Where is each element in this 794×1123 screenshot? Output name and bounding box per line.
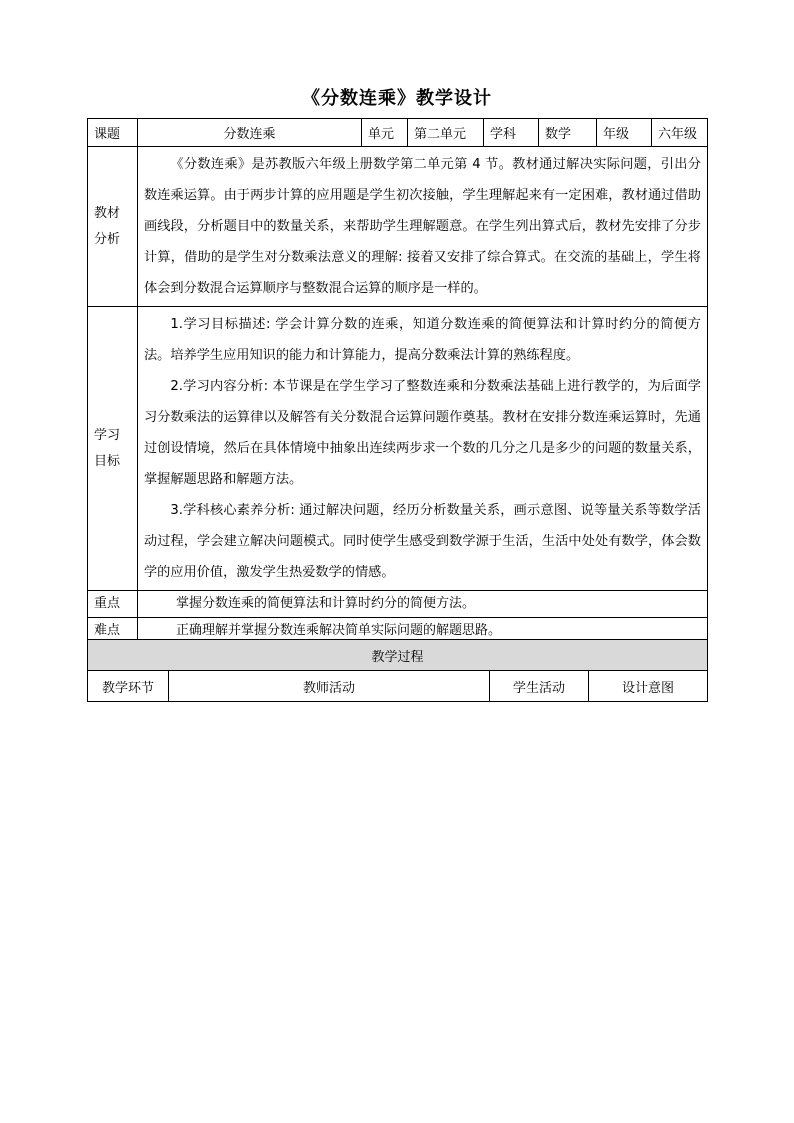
objective-paragraph: 2.学习内容分析: 本节课是在学生学习了整数连乘和分数乘法基础上进行教学的，为后面学习分数乘法的运算律以及解答有关分数混合运算问题作奠基。教材在安排分数连乘运算时，先通过创设情境，然后在具体情境中抽象出连续两步求一个数的几分之几是多少的问题的数量关系，掌握解题思路和解题方法。 [144, 379, 701, 487]
column-header-stage: 教学环节 [88, 671, 169, 702]
process-title: 教学过程 [88, 640, 708, 671]
objectives-label-line1: 学习 [94, 427, 121, 443]
topic-label: 课题 [88, 119, 138, 147]
header-row [88, 119, 708, 147]
lesson-info-table [87, 118, 708, 645]
objectives-label-line2: 目标 [94, 453, 121, 469]
key-point-row [88, 591, 708, 618]
teaching-process-table [87, 639, 708, 702]
analysis-content [138, 147, 708, 307]
subject-value: 数学 [539, 119, 597, 147]
objectives-row [88, 307, 708, 591]
analysis-row [88, 147, 708, 307]
grade-label: 年级 [597, 119, 652, 147]
analysis-text: 《分数连乘》是苏教版六年级上册数学第二单元第 4 节。教材通过解决实际问题，引出分数连乘运算。由于两步计算的应用题是学生初次接触，学生理解起来有一定困难，教材通过借助画线段，分析题目中的数量关系，来帮助学生理解题意。在学生列出算式后，教材先安排了分步计算，借助的是学生对分数乘法意义的理解: 接着又安排了综合算式。在交流的基础上，学生将体会到分数混合运算顺序与整数混合运算的顺序是一样的。 [144, 157, 701, 296]
objective-paragraph: 3.学科核心素养分析: 通过解决问题，经历分析数量关系，画示意图、说等量关系等数学活动过程，学会建立解决问题模式。同时使学生感受到数学源于生活，生活中处处有数学，体会数学的应用价值，激发学生热爱数学的情感。 [144, 503, 701, 580]
unit-value: 第二单元 [408, 119, 484, 147]
key-point-text: 掌握分数连乘的简便算法和计算时约分的简便方法。 [138, 591, 708, 618]
column-header-student: 学生活动 [490, 671, 589, 702]
grade-value: 六年级 [652, 119, 708, 147]
topic-value: 分数连乘 [138, 119, 362, 147]
document-title: 《分数连乘》教学设计 [302, 88, 492, 109]
objectives-label [88, 307, 138, 591]
unit-label: 单元 [362, 119, 408, 147]
column-header-teacher: 教师活动 [169, 671, 490, 702]
process-title-row [88, 640, 708, 671]
objective-paragraph: 1.学习目标描述: 学会计算分数的连乘，知道分数连乘的简便算法和计算时约分的简便方法。培养学生应用知识的能力和计算能力，提高分数乘法计算的熟练程度。 [144, 317, 701, 363]
difficulty-text: 正确理解并掌握分数连乘解决简单实际问题的解题思路。 [138, 618, 708, 645]
process-header-row [88, 671, 708, 702]
subject-label: 学科 [484, 119, 539, 147]
analysis-label-line1: 教材 [94, 205, 121, 221]
column-header-intent: 设计意图 [589, 671, 708, 702]
objectives-content [138, 307, 708, 591]
key-point-label: 重点 [88, 591, 138, 618]
analysis-label-line2: 分析 [94, 231, 121, 247]
analysis-label [88, 147, 138, 307]
difficulty-label: 难点 [88, 618, 138, 645]
